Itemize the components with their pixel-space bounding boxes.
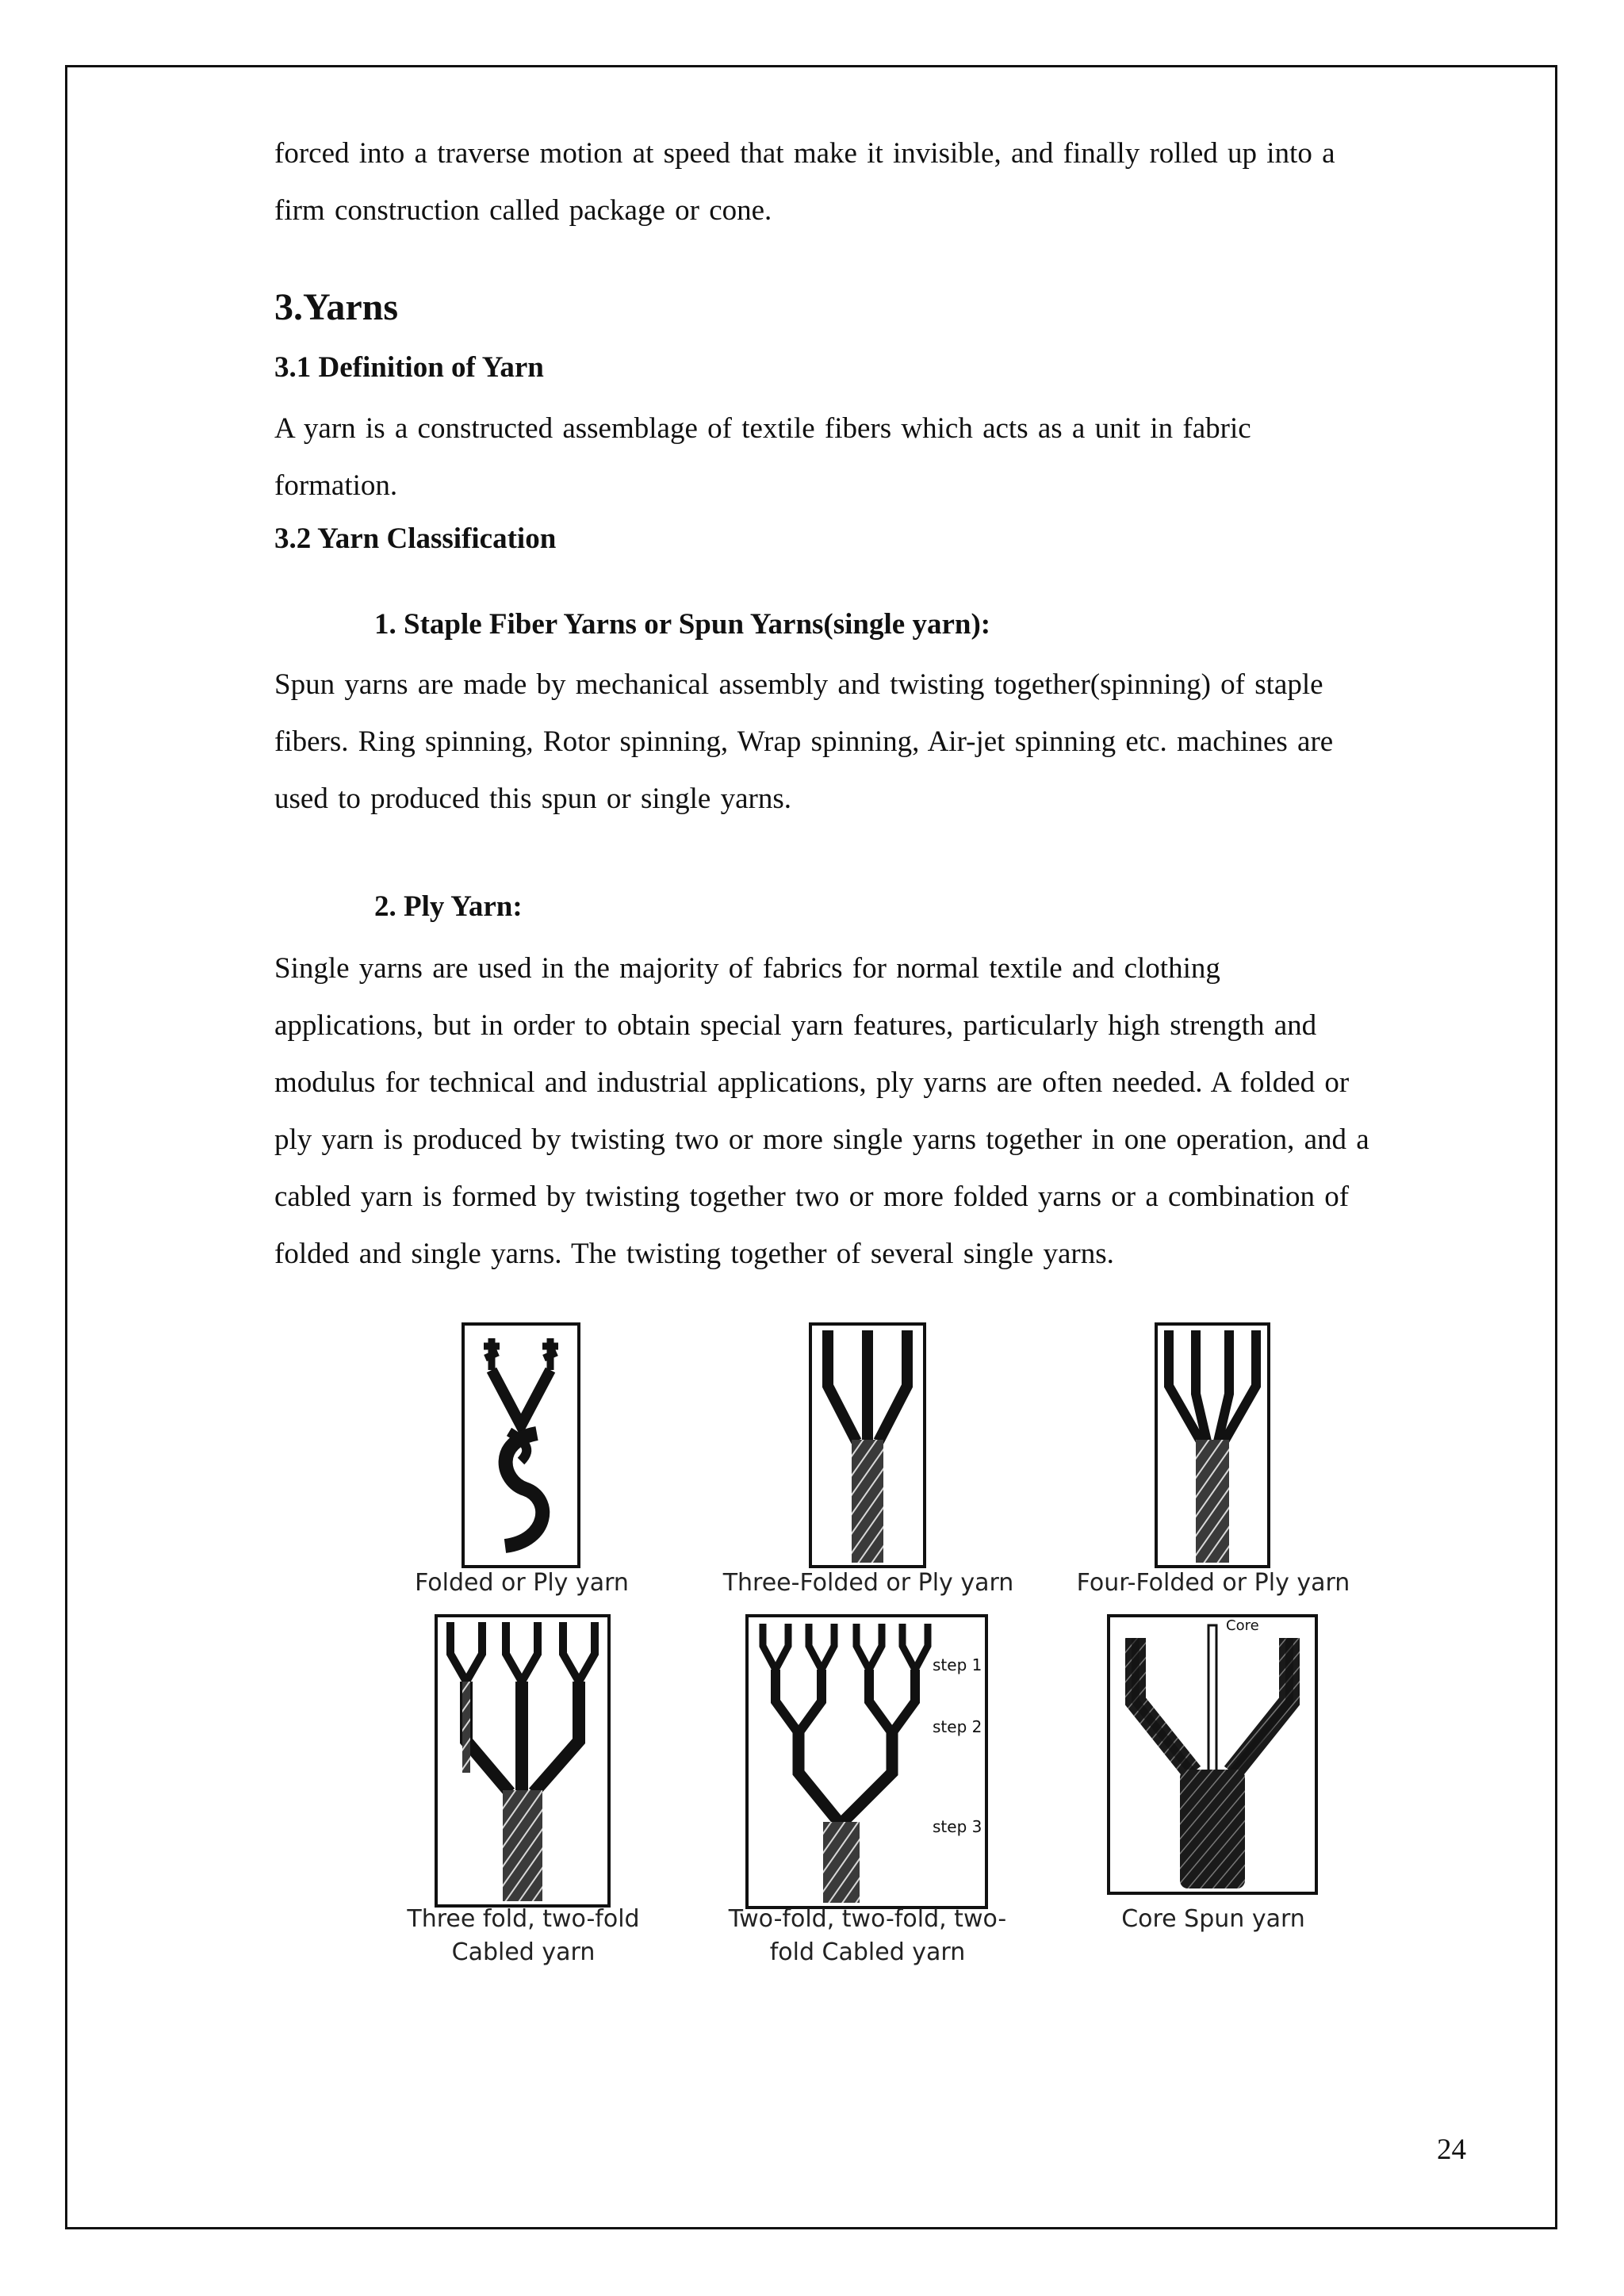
ply-line: cabled yarn is formed by twisting together two or more folded yarns or a combination of [274, 1181, 1350, 1213]
staple-line: used to produced this spun or single yarns. [274, 783, 791, 815]
intro-line: forced into a traverse motion at speed that make it invisible, and finally rolled up into a [274, 137, 1335, 170]
section-title: 3.Yarns [274, 286, 399, 328]
staple-line: fibers. Ring spinning, Rotor spinning, Wrap spinning, Air-jet spinning etc. machines are [274, 725, 1334, 758]
ply-line: Single yarns are used in the majority of fabrics for normal textile and clothing [274, 952, 1220, 985]
staple-yarn-heading: 1. Staple Fiber Yarns or Spun Yarns(single yarn): [374, 608, 991, 641]
ply-line: folded and single yarns. The twisting together of several single yarns. [274, 1238, 1114, 1270]
ply-line: applications, but in order to obtain special yarn features, particularly high strength and [274, 1009, 1317, 1042]
caption-two-fold-cabled-yarn [717, 1903, 1018, 1969]
step-1-label: step 1 [933, 1655, 982, 1674]
caption-line: Three fold, two-fold [407, 1905, 640, 1933]
ply-yarn-heading: 2. Ply Yarn: [374, 890, 523, 923]
caption-three-fold-cabled-yarn [389, 1903, 658, 1969]
intro-line: firm construction called package or cone. [274, 194, 772, 227]
three-folded-yarn-figure [809, 1322, 926, 1568]
step-3-label: step 3 [933, 1817, 982, 1836]
ply-line: ply yarn is produced by twisting two or more single yarns together in one operation, and a [274, 1123, 1369, 1156]
caption-line: Two-fold, two-fold, two- [728, 1905, 1007, 1933]
ply-yarn-paragraph [274, 940, 1464, 1283]
caption-line: Cabled yarn [451, 1938, 596, 1966]
page-number: 24 [1437, 2133, 1466, 2166]
definition-paragraph [274, 400, 1464, 515]
four-folded-yarn-figure [1155, 1322, 1270, 1568]
definition-line: formation. [274, 469, 398, 502]
caption-line: fold Cabled yarn [769, 1938, 966, 1966]
three-fold-cabled-yarn-figure [435, 1614, 611, 1908]
definition-line: A yarn is a constructed assemblage of textile fibers which acts as a unit in fabric [274, 412, 1251, 445]
core-label: Core [1226, 1617, 1259, 1634]
staple-yarn-paragraph [274, 656, 1464, 828]
core-spun-yarn-figure [1107, 1614, 1318, 1895]
caption-core-spun-yarn: Core Spun yarn [1121, 1905, 1305, 1933]
definition-heading: 3.1 Definition of Yarn [274, 351, 544, 384]
intro-paragraph [274, 125, 1464, 239]
ply-line: modulus for technical and industrial applications, ply yarns are often needed. A folded or [274, 1066, 1350, 1099]
staple-line: Spun yarns are made by mechanical assembly and twisting together(spinning) of staple [274, 668, 1323, 701]
two-fold-cabled-yarn-figure [745, 1614, 988, 1909]
folded-ply-yarn-figure [462, 1322, 580, 1568]
classification-heading: 3.2 Yarn Classification [274, 522, 557, 555]
caption-three-folded-yarn: Three-Folded or Ply yarn [722, 1569, 1014, 1597]
caption-folded-ply-yarn: Folded or Ply yarn [415, 1569, 629, 1597]
caption-four-folded-yarn: Four-Folded or Ply yarn [1076, 1569, 1350, 1597]
step-2-label: step 2 [933, 1717, 982, 1736]
